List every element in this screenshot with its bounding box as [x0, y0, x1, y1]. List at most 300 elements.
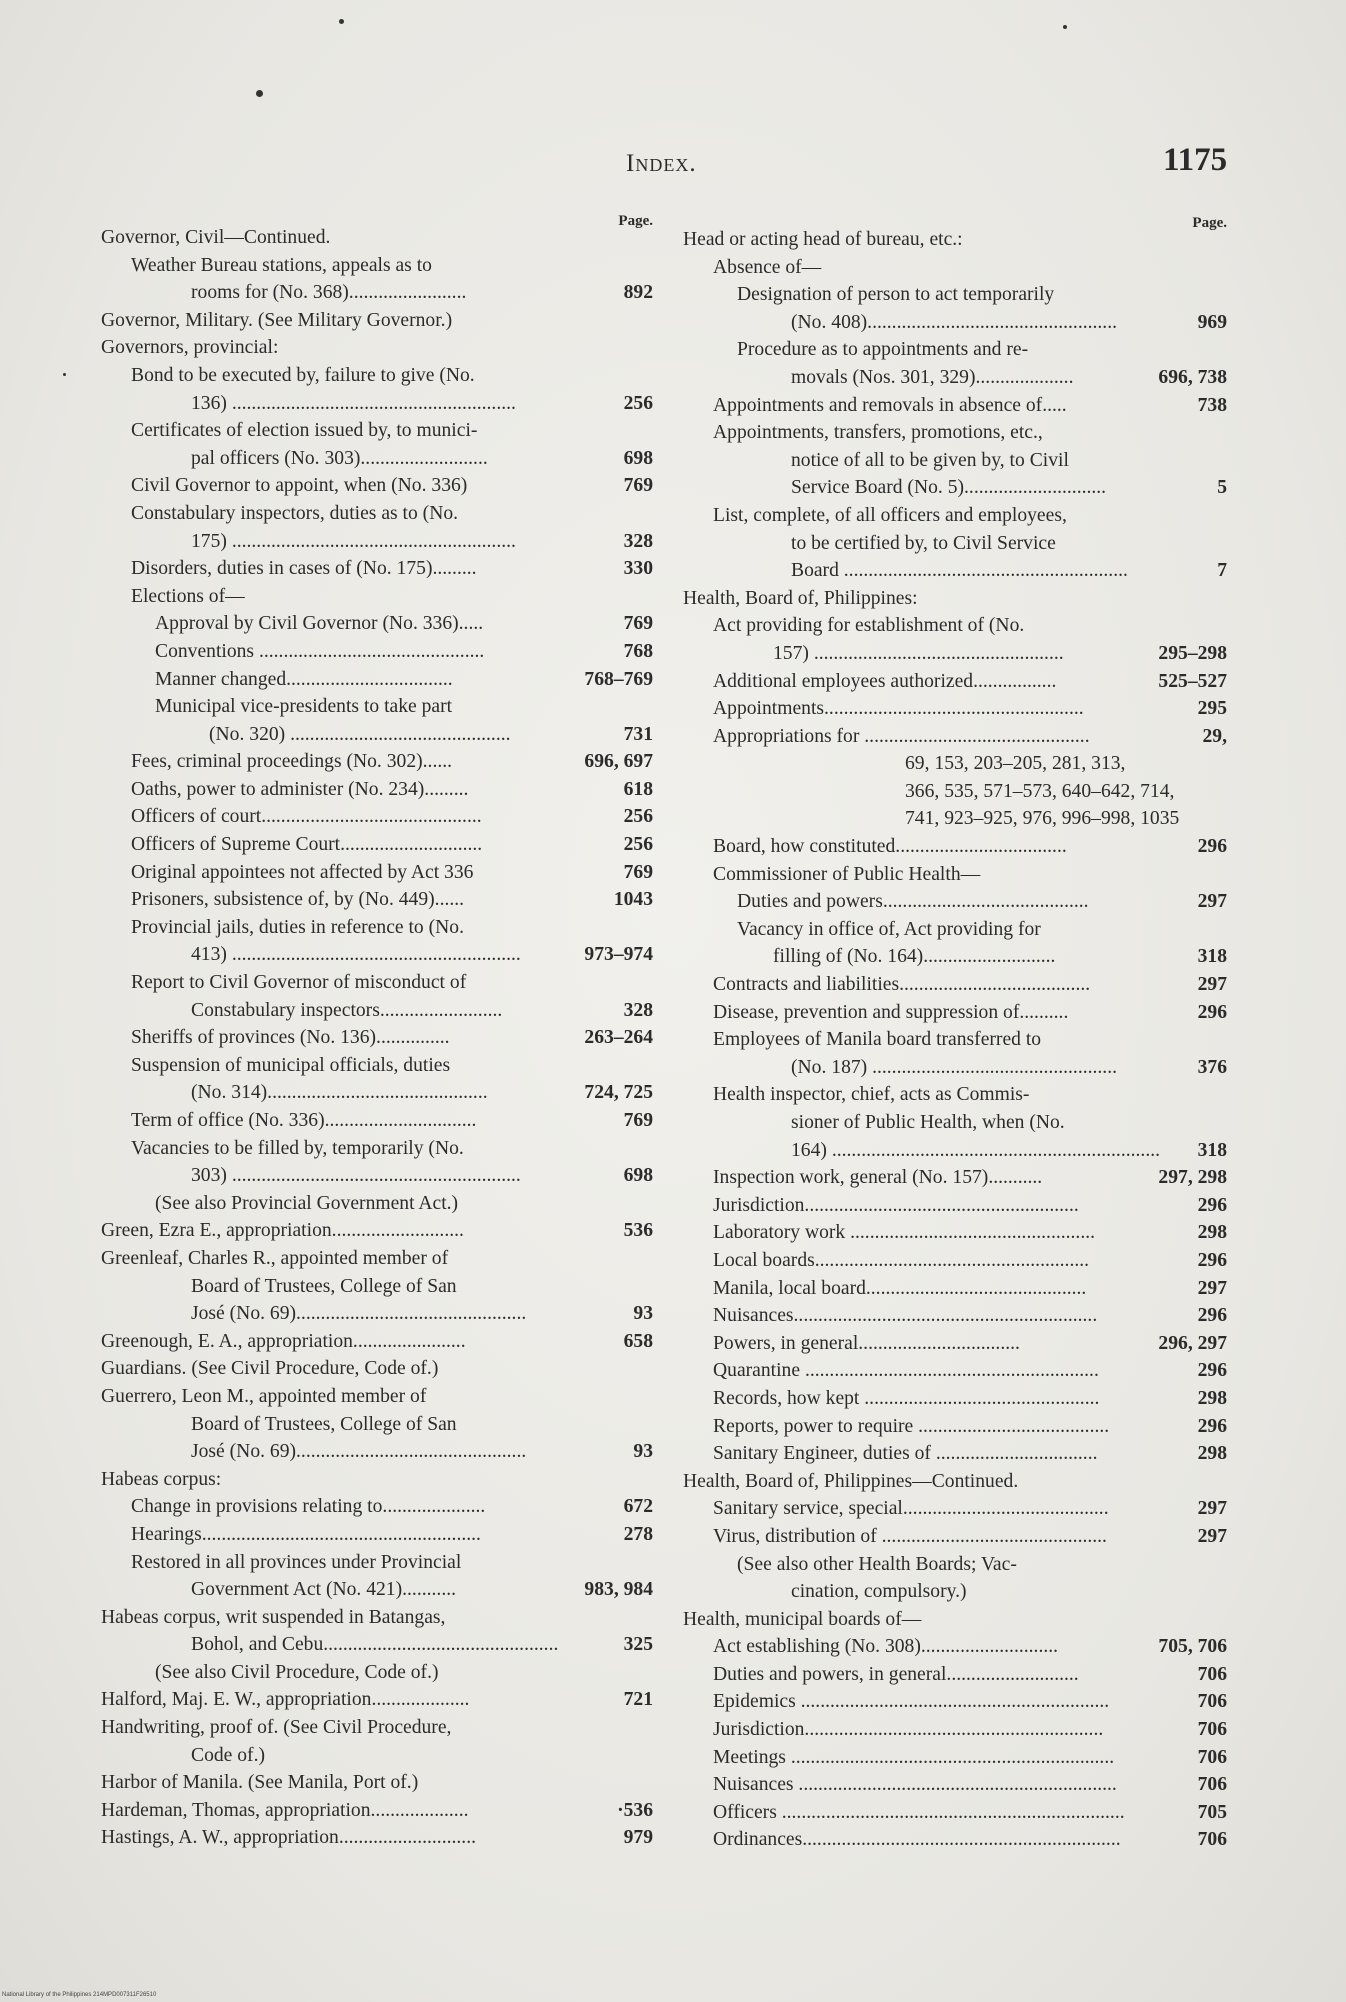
index-page-reference: ·536: [617, 1799, 653, 1821]
index-entry-text: Officers of Supreme Court.............................: [131, 834, 483, 856]
index-entry-text: Ordinances.................................................................: [713, 1829, 1121, 1851]
index-entry-text: movals (Nos. 301, 329)....................: [791, 366, 1074, 388]
index-page-reference: 328: [623, 530, 653, 552]
index-entry-text: Laboratory work ..................................................: [713, 1222, 1096, 1244]
index-page-reference: 706: [1197, 1774, 1227, 1796]
index-entries: [101, 224, 653, 1852]
index-page-reference: 705: [1197, 1801, 1227, 1823]
index-entry-text: Appointments.....................................................: [713, 698, 1084, 720]
index-entry-text: Manner changed..................................: [155, 668, 453, 690]
index-entry-line: [101, 390, 653, 418]
index-entry-line: [101, 941, 653, 969]
index-entry-text: (See also Civil Procedure, Code of.): [155, 1661, 439, 1683]
index-entry-text: Greenough, E. A., appropriation.......................: [101, 1330, 466, 1352]
index-entry-text: Officers of court.............................................: [131, 806, 482, 828]
index-entry-line: [683, 1054, 1227, 1082]
index-page-reference: 768: [623, 640, 653, 662]
index-page-reference: 969: [1197, 311, 1227, 333]
index-entry-text: Conventions ..............................................: [155, 640, 485, 662]
index-entry-line: [683, 309, 1227, 337]
index-entry-line: [683, 1026, 1227, 1054]
index-entry-line: [101, 1355, 653, 1383]
index-entry-line: [683, 1357, 1227, 1385]
index-entry-line: [683, 1219, 1227, 1247]
index-page-reference: 706: [1197, 1719, 1227, 1741]
scan-footer-note: National Library of the Philippines 214MPD007311F26510: [2, 1992, 157, 1998]
index-entry-line: [683, 1275, 1227, 1303]
index-entry-text: notice of all to be given by, to Civil: [791, 449, 1069, 471]
index-entry-text: Code of.): [191, 1744, 266, 1766]
index-entry-text: Elections of—: [131, 585, 245, 607]
index-entry-line: [683, 502, 1227, 530]
index-entry-text: Certificates of election issued by, to munici-: [131, 420, 478, 442]
index-entry-text: (See also Provincial Government Act.): [155, 1192, 459, 1214]
index-page-reference: 297: [1197, 1525, 1227, 1547]
index-page-reference: 325: [623, 1634, 653, 1656]
index-entry-line: [101, 1135, 653, 1163]
running-head: Index.: [626, 150, 697, 177]
index-page-reference: 769: [623, 475, 653, 497]
index-entry-text: Bohol, and Cebu................................................: [191, 1634, 559, 1656]
index-entry-text: Governor, Civil—Continued.: [101, 227, 331, 248]
index-entry-line: [683, 1192, 1227, 1220]
index-entry-line: [683, 1137, 1227, 1165]
index-page-reference: 973–974: [584, 944, 653, 966]
index-page-reference: 296: [1197, 836, 1227, 858]
index-entry-line: [683, 1799, 1227, 1827]
index-entry-line: [101, 1466, 653, 1494]
index-entry-line: [683, 640, 1227, 668]
index-entry-line: [101, 1328, 653, 1356]
index-entry-line: [683, 1661, 1227, 1689]
index-entry-line: [683, 392, 1227, 420]
index-entry-text: Suspension of municipal officials, duties: [131, 1054, 451, 1076]
index-page-reference: 93: [633, 1303, 653, 1325]
index-entry-text: Bond to be executed by, failure to give (No.: [131, 364, 475, 386]
index-entry-text: 175) ..........................................................: [191, 530, 516, 552]
index-entry-line: [683, 916, 1227, 944]
index-entry-text: Officers ......................................................................: [713, 1801, 1125, 1823]
index-entry-text: Contracts and liabilities.......................................: [713, 974, 1091, 996]
index-entries: [683, 226, 1227, 1854]
index-page-reference: 29,: [1202, 725, 1227, 747]
index-entry-line: [683, 1081, 1227, 1109]
index-page-reference: 768–769: [584, 668, 653, 690]
index-entry-text: Records, how kept ................................................: [713, 1387, 1100, 1409]
index-entry-text: Appointments, transfers, promotions, etc.,: [713, 422, 1043, 444]
index-entry-text: cination, compulsory.): [791, 1581, 967, 1603]
index-entry-text: Governors, provincial:: [101, 337, 279, 359]
index-entry-text: Board of Trustees, College of San: [191, 1413, 457, 1435]
index-entry-text: Nuisances..............................................................: [713, 1305, 1098, 1327]
index-entry-line: [683, 447, 1227, 475]
index-entry-line: [683, 1826, 1227, 1854]
index-entry-text: (No. 187) ..................................................: [791, 1056, 1118, 1078]
index-entry-text: Nuisances .................................................................: [713, 1774, 1117, 1796]
index-page-reference: 296: [1197, 1001, 1227, 1023]
index-entry-line: [683, 1688, 1227, 1716]
index-entry-line: [101, 1438, 653, 1466]
index-entry-text: Term of office (No. 336)...............................: [131, 1110, 477, 1131]
index-entry-line: [101, 1217, 653, 1245]
index-page-reference: 328: [623, 999, 653, 1021]
index-entry-text: Sheriffs of provinces (No. 136)...............: [131, 1027, 450, 1049]
index-entry-text: Procedure as to appointments and re-: [737, 339, 1029, 361]
index-entry-line: [683, 1606, 1227, 1634]
index-page-reference: 738: [1197, 394, 1227, 416]
index-page-reference: 672: [623, 1496, 653, 1518]
index-entry-text: 741, 923–925, 976, 996–998, 1035: [905, 808, 1180, 830]
index-entry-line: [683, 336, 1227, 364]
index-entry-text: Designation of person to act temporarily: [737, 284, 1055, 306]
index-entry-line: [683, 805, 1227, 833]
index-entry-text: Fees, criminal proceedings (No. 302)......: [131, 751, 453, 773]
index-entry-line: [683, 1633, 1227, 1661]
index-entry-line: [101, 748, 653, 776]
index-page-reference: 706: [1197, 1746, 1227, 1768]
index-page-reference: 296: [1197, 1249, 1227, 1271]
index-entry-line: [101, 1162, 653, 1190]
index-entry-text: Vacancy in office of, Act providing for: [737, 918, 1041, 940]
index-entry-line: [101, 1604, 653, 1632]
index-entry-text: José (No. 69)...............................................: [191, 1303, 527, 1325]
index-entry-text: Employees of Manila board transferred to: [713, 1029, 1042, 1051]
index-page-reference: 297: [1197, 891, 1227, 913]
index-entry-line: [101, 776, 653, 804]
index-page-reference: 297, 298: [1158, 1167, 1227, 1189]
index-entry-line: [101, 1079, 653, 1107]
index-entry-text: Harbor of Manila. (See Manila, Port of.): [101, 1772, 419, 1794]
index-page-reference: 296: [1197, 1305, 1227, 1327]
index-entry-text: List, complete, of all officers and employees,: [713, 504, 1067, 526]
index-entry-line: [683, 612, 1227, 640]
index-page-reference: 296: [1197, 1415, 1227, 1437]
index-entry-text: Approval by Civil Governor (No. 336).....: [155, 613, 484, 635]
index-entry-line: [101, 472, 653, 500]
scan-speck: [256, 90, 263, 97]
index-entry-text: 303) ...........................................................: [191, 1165, 521, 1187]
index-entry-line: [683, 695, 1227, 723]
index-entry-line: [683, 833, 1227, 861]
index-entry-text: Manila, local board.............................................: [713, 1277, 1087, 1299]
index-entry-text: Vacancies to be filled by, temporarily (No.: [131, 1137, 464, 1159]
index-entry-text: Duties and powers, in general...........................: [713, 1663, 1079, 1685]
index-entry-text: Guerrero, Leon M., appointed member of: [101, 1385, 427, 1407]
index-entry-line: [683, 1440, 1227, 1468]
index-page-reference: 706: [1197, 1829, 1227, 1851]
index-page-reference: 263–264: [584, 1027, 653, 1049]
index-entry-text: sioner of Public Health, when (No.: [791, 1112, 1065, 1133]
index-entry-text: 157) ...................................................: [773, 642, 1064, 664]
index-entry-text: Commissioner of Public Health—: [713, 863, 981, 885]
index-entry-line: [101, 224, 653, 252]
index-entry-line: [683, 254, 1227, 282]
index-entry-text: Provincial jails, duties in reference to (No.: [131, 916, 464, 938]
index-entry-text: Board of Trustees, College of San: [191, 1275, 457, 1297]
index-entry-text: Report to Civil Governor of misconduct of: [131, 972, 467, 994]
index-entry-text: Duties and powers..........................................: [737, 891, 1089, 913]
index-entry-line: [101, 914, 653, 942]
index-page-reference: 536: [623, 1220, 653, 1242]
index-page-reference: 298: [1197, 1443, 1227, 1465]
index-entry-line: [101, 1824, 653, 1852]
index-entry-line: [101, 859, 653, 887]
index-page-reference: 318: [1197, 946, 1227, 968]
index-page-reference: 256: [623, 834, 653, 856]
index-entry-text: 69, 153, 203–205, 281, 313,: [905, 753, 1126, 775]
index-entry-line: [683, 1302, 1227, 1330]
index-entry-text: Halford, Maj. E. W., appropriation....................: [101, 1689, 470, 1711]
index-page-reference: 295: [1197, 698, 1227, 720]
index-entry-line: [683, 1771, 1227, 1799]
index-entry-text: Inspection work, general (No. 157)...........: [713, 1167, 1043, 1189]
index-entry-line: [101, 1742, 653, 1770]
index-entry-text: Change in provisions relating to.....................: [131, 1496, 486, 1518]
index-entry-text: Board, how constituted...................................: [713, 836, 1067, 858]
index-entry-line: [101, 1493, 653, 1521]
index-entry-line: [101, 666, 653, 694]
index-entry-text: Constabulary inspectors.........................: [191, 999, 503, 1021]
index-entry-text: Oaths, power to administer (No. 234).........: [131, 778, 469, 800]
index-page-reference: 296, 297: [1158, 1332, 1227, 1354]
index-entry-line: [683, 419, 1227, 447]
scan-speck: [339, 19, 344, 24]
index-page-reference: 983, 984: [584, 1579, 653, 1601]
index-entry-line: [683, 530, 1227, 558]
index-entry-line: [101, 417, 653, 445]
index-entry-line: [101, 638, 653, 666]
index-entry-line: [101, 1024, 653, 1052]
index-page-reference: 721: [623, 1689, 653, 1711]
index-page-reference: 296: [1197, 1360, 1227, 1382]
index-page-reference: 658: [623, 1330, 653, 1352]
index-entry-text: Original appointees not affected by Act 336: [131, 861, 474, 883]
index-entry-line: [683, 888, 1227, 916]
index-entry-line: [101, 307, 653, 335]
index-entry-line: [101, 721, 653, 749]
index-entry-line: [101, 1190, 653, 1218]
index-entry-text: Reports, power to require .......................................: [713, 1415, 1110, 1437]
index-entry-line: [101, 445, 653, 473]
index-entry-text: (See also other Health Boards; Vac-: [737, 1553, 1017, 1575]
index-page-reference: 698: [623, 1165, 653, 1187]
index-entry-line: [101, 1107, 653, 1135]
index-entry-line: [683, 1164, 1227, 1192]
index-entry-line: [101, 500, 653, 528]
index-entry-text: 164) ...................................................................: [791, 1139, 1161, 1161]
index-page-reference: 297: [1197, 1498, 1227, 1520]
index-entry-line: [101, 1659, 653, 1687]
index-entry-text: Handwriting, proof of. (See Civil Procedure,: [101, 1717, 452, 1739]
index-entry-line: [101, 1052, 653, 1080]
index-entry-text: (No. 408)...................................................: [791, 311, 1118, 333]
index-entry-text: Guardians. (See Civil Procedure, Code of.): [101, 1358, 439, 1380]
index-entry-line: [683, 1551, 1227, 1579]
page-column-label: Page.: [1192, 215, 1227, 231]
index-entry-line: [683, 1468, 1227, 1496]
index-entry-line: [683, 778, 1227, 806]
index-entry-text: Powers, in general.................................: [713, 1332, 1020, 1354]
index-entry-line: [683, 281, 1227, 309]
index-entry-line: [683, 1523, 1227, 1551]
index-entry-text: Civil Governor to appoint, when (No. 336): [131, 475, 468, 497]
index-entry-text: Disorders, duties in cases of (No. 175).........: [131, 558, 477, 580]
index-entry-text: Constabulary inspectors, duties as to (No.: [131, 502, 459, 524]
index-entry-text: to be certified by, to Civil Service: [791, 532, 1056, 554]
index-entry-text: Jurisdiction.............................................................: [713, 1719, 1104, 1741]
index-page-reference: 525–527: [1158, 670, 1227, 692]
index-page-reference: 706: [1197, 1663, 1227, 1685]
index-entry-line: [683, 861, 1227, 889]
index-entry-line: [101, 1273, 653, 1301]
index-page-reference: 724, 725: [584, 1082, 653, 1104]
index-entry-text: Greenleaf, Charles R., appointed member of: [101, 1247, 449, 1269]
index-entry-line: [683, 1495, 1227, 1523]
index-entry-text: Hastings, A. W., appropriation............................: [101, 1827, 476, 1849]
index-entry-text: Green, Ezra E., appropriation...........................: [101, 1220, 464, 1242]
index-entry-line: [683, 226, 1227, 254]
index-entry-line: [101, 279, 653, 307]
index-page-reference: 297: [1197, 974, 1227, 996]
index-entry-line: [101, 1411, 653, 1439]
index-page-reference: 93: [633, 1441, 653, 1463]
index-entry-text: Local boards........................................................: [713, 1249, 1090, 1271]
index-entry-line: [683, 364, 1227, 392]
index-entry-line: [683, 943, 1227, 971]
index-entry-line: [101, 997, 653, 1025]
index-entry-line: [683, 1716, 1227, 1744]
index-entry-text: Hearings.........................................................: [131, 1523, 481, 1545]
index-entry-line: [101, 1245, 653, 1273]
index-entry-text: Disease, prevention and suppression of..........: [713, 1001, 1069, 1023]
index-entry-text: Head or acting head of bureau, etc.:: [683, 229, 963, 250]
index-entry-line: [101, 1714, 653, 1742]
index-page-reference: 618: [623, 778, 653, 800]
index-page-reference: 298: [1197, 1387, 1227, 1409]
index-entry-line: [683, 1385, 1227, 1413]
index-entry-text: Governor, Military. (See Military Governor.): [101, 309, 453, 331]
index-entry-line: [683, 1578, 1227, 1606]
index-page-reference: 297: [1197, 1277, 1227, 1299]
index-page-reference: 706: [1197, 1691, 1227, 1713]
index-entry-text: Prisoners, subsistence of, by (No. 449)......: [131, 889, 465, 911]
index-page-reference: 769: [623, 861, 653, 883]
index-entry-line: [683, 1109, 1227, 1137]
index-page-reference: 5: [1217, 477, 1227, 499]
index-page-reference: 731: [623, 723, 653, 745]
scan-speck: [63, 373, 66, 376]
index-entry-line: [683, 1744, 1227, 1772]
index-entry-text: Restored in all provinces under Provincial: [131, 1551, 462, 1573]
index-entry-text: pal officers (No. 303)..........................: [191, 447, 488, 469]
index-page-reference: 256: [623, 806, 653, 828]
index-entry-text: Virus, distribution of ..............................................: [713, 1525, 1107, 1547]
index-entry-text: Health, Board of, Philippines:: [683, 587, 918, 609]
index-entry-line: [101, 1549, 653, 1577]
index-entry-line: [101, 583, 653, 611]
index-entry-line: [101, 969, 653, 997]
index-entry-line: [101, 831, 653, 859]
index-page-reference: 376: [1197, 1056, 1227, 1078]
index-entry-text: Epidemics ...............................................................: [713, 1691, 1110, 1713]
index-entry-line: [683, 971, 1227, 999]
index-page-reference: 892: [623, 282, 653, 304]
index-entry-text: 413) ...........................................................: [191, 944, 521, 966]
index-page-reference: 256: [623, 392, 653, 414]
index-entry-line: [101, 1769, 653, 1797]
index-entry-line: [101, 693, 653, 721]
index-entry-text: Jurisdiction........................................................: [713, 1194, 1079, 1216]
index-entry-text: Hardeman, Thomas, appropriation....................: [101, 1799, 469, 1821]
index-entry-line: [101, 1383, 653, 1411]
page-number: 1175: [1163, 142, 1228, 178]
index-entry-line: [101, 252, 653, 280]
index-entry-line: [101, 1631, 653, 1659]
index-entry-text: Appointments and removals in absence of.....: [713, 394, 1067, 416]
index-entry-line: [101, 555, 653, 583]
index-entry-line: [101, 334, 653, 362]
index-entry-text: rooms for (No. 368)........................: [191, 282, 467, 304]
index-entry-text: Habeas corpus:: [101, 1468, 222, 1490]
index-entry-line: [101, 528, 653, 556]
index-entry-line: [683, 1330, 1227, 1358]
index-entry-line: [683, 668, 1227, 696]
index-page-reference: 296: [1197, 1194, 1227, 1216]
index-entry-text: Sanitary Engineer, duties of .................................: [713, 1443, 1098, 1465]
page-column-label: Page.: [618, 213, 653, 229]
index-entry-line: [101, 886, 653, 914]
index-page-reference: 330: [623, 558, 653, 580]
index-entry-text: (No. 314).............................................: [191, 1082, 488, 1104]
index-entry-text: Health, Board of, Philippines—Continued.: [683, 1470, 1019, 1492]
index-page-reference: 698: [623, 447, 653, 469]
index-entry-text: Additional employees authorized.................: [713, 670, 1057, 692]
index-entry-text: 136) ..........................................................: [191, 392, 516, 414]
index-entry-text: Health, municipal boards of—: [683, 1608, 922, 1630]
index-entry-text: Board ..........................................................: [791, 560, 1128, 582]
index-page-reference: 1043: [613, 889, 653, 911]
index-entry-line: [101, 803, 653, 831]
index-entry-text: Quarantine ............................................................: [713, 1360, 1099, 1382]
index-page-reference: 769: [623, 1110, 653, 1131]
index-entry-text: Habeas corpus, writ suspended in Batangas,: [101, 1606, 446, 1628]
index-entry-text: Sanitary service, special..........................................: [713, 1498, 1109, 1520]
index-entry-text: Service Board (No. 5).............................: [791, 477, 1107, 499]
index-entry-text: filling of (No. 164)...........................: [773, 946, 1056, 968]
index-page-reference: 705, 706: [1158, 1636, 1227, 1658]
index-entry-line: [101, 1576, 653, 1604]
index-page-reference: 769: [623, 613, 653, 635]
index-entry-line: [683, 1247, 1227, 1275]
index-page-reference: 696, 697: [584, 751, 653, 773]
index-entry-text: Municipal vice-presidents to take part: [155, 696, 453, 718]
index-entry-line: [101, 362, 653, 390]
index-entry-text: Act establishing (No. 308)............................: [713, 1636, 1059, 1658]
index-entry-line: [101, 1300, 653, 1328]
index-entry-line: [683, 750, 1227, 778]
index-entry-text: Meetings ..................................................................: [713, 1746, 1115, 1768]
scan-speck: [1063, 25, 1067, 29]
index-entry-text: Absence of—: [713, 256, 822, 278]
index-entry-line: [683, 723, 1227, 751]
index-entry-text: Weather Bureau stations, appeals as to: [131, 254, 432, 276]
index-page-reference: 696, 738: [1158, 366, 1227, 388]
index-page-reference: 298: [1197, 1222, 1227, 1244]
index-column-right: [683, 215, 1227, 1854]
index-entry-text: Appropriations for ..............................................: [713, 725, 1090, 747]
index-entry-line: [683, 557, 1227, 585]
index-page-reference: 318: [1197, 1139, 1227, 1161]
